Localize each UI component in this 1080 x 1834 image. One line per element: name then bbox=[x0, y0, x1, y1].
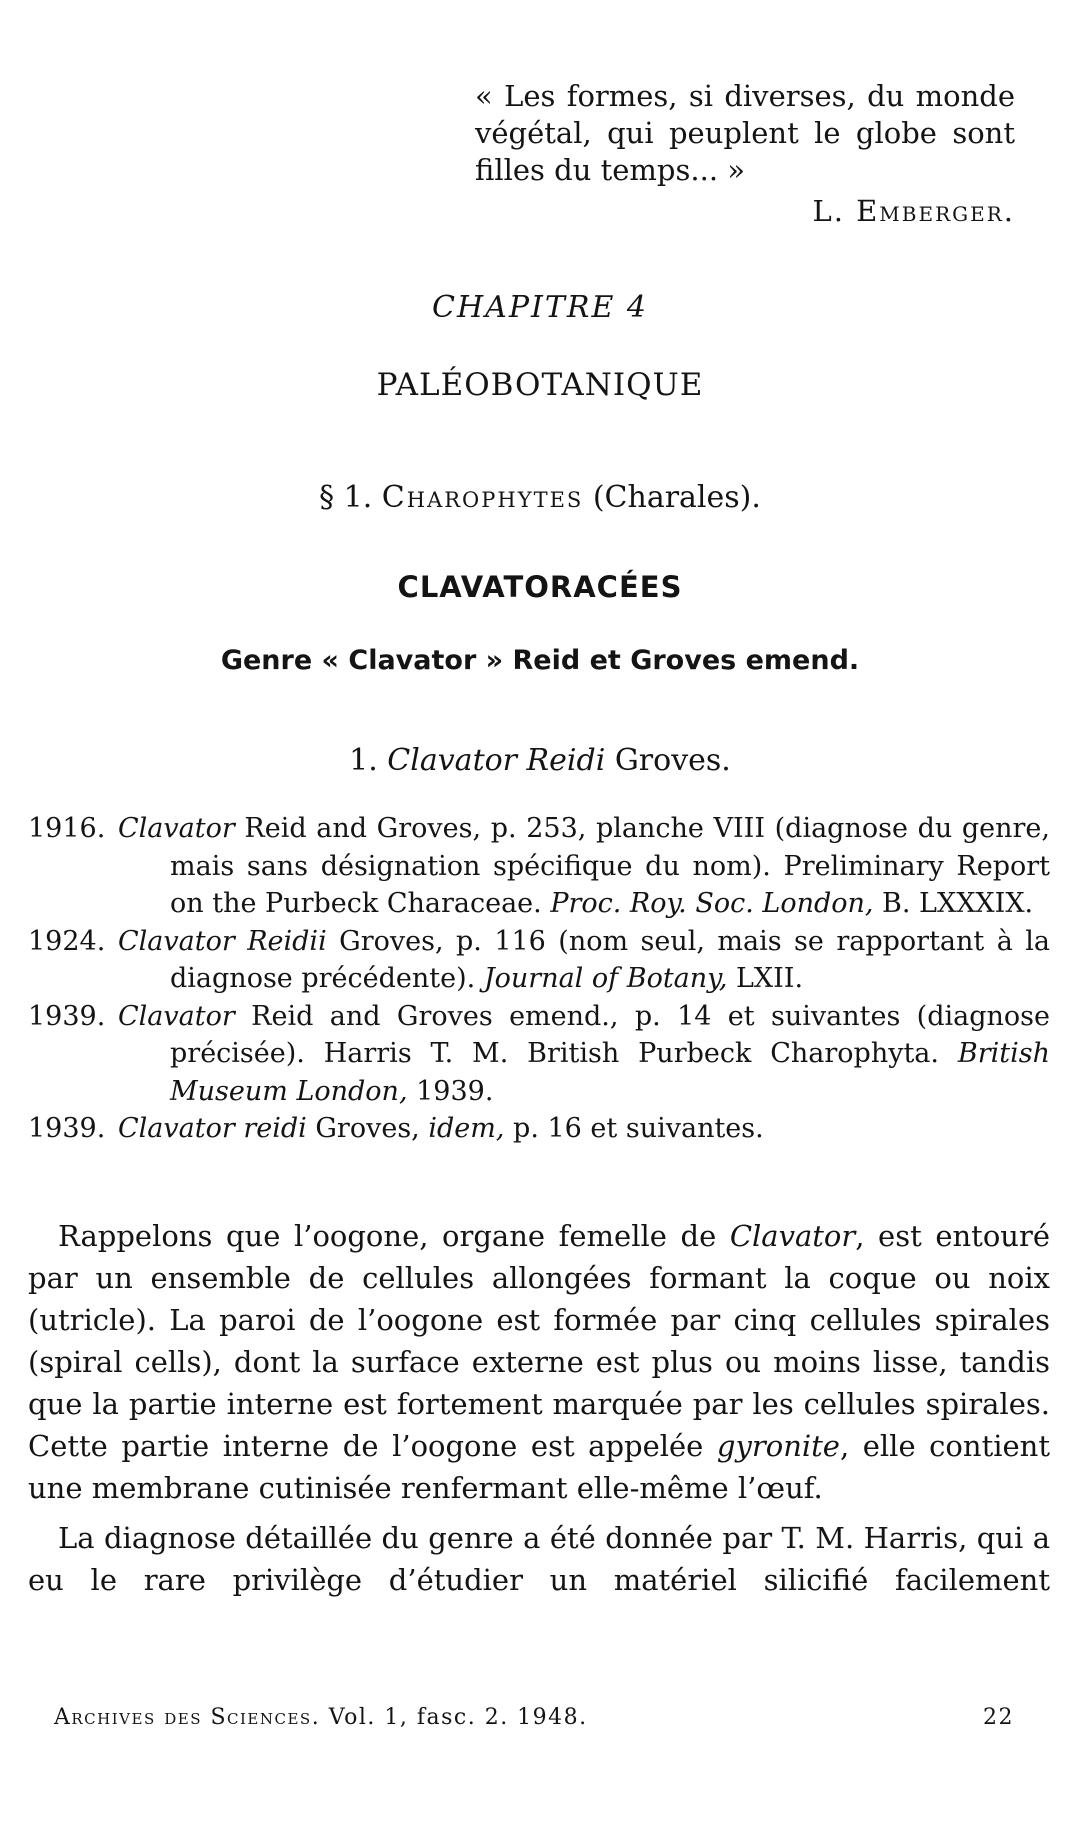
part-title: PALÉOBOTANIQUE bbox=[376, 367, 704, 403]
species-heading bbox=[0, 743, 1080, 778]
epigraph-quote: « Les formes, si diverses, du monde végétal, qui peuplent le globe sont filles du temps... » bbox=[475, 79, 1015, 187]
footer-volume: Vol. 1, fasc. 2. 1948. bbox=[328, 1705, 588, 1730]
body-text bbox=[28, 1215, 1050, 1609]
synonymy-source: British Museum London, bbox=[170, 1038, 1050, 1107]
species-name: Clavator Reidi bbox=[387, 743, 606, 778]
paragraph bbox=[28, 1215, 1050, 1509]
synonymy-year: 1939. bbox=[28, 1000, 106, 1032]
section-qualifier: (Charales). bbox=[592, 480, 761, 515]
species-author: Groves. bbox=[614, 743, 731, 778]
species-number: 1. bbox=[349, 743, 378, 778]
section-number: § 1. bbox=[319, 480, 373, 515]
paragraph-text: , est entouré par un ensemble de cellules allongées formant la coque ou noix (utricle). La paroi de l’oogone est formée par cinq cellules spirales (spiral cells), dont la surface externe est plus ou moins lisse, tandis que la partie interne est fortement marquée par les cellules spirales. Cette partie interne de l’oogone est appelée bbox=[28, 1219, 1050, 1463]
section-heading bbox=[0, 480, 1080, 515]
synonymy-source: Journal of Botany, bbox=[483, 963, 728, 994]
synonymy-entry bbox=[28, 998, 1050, 1111]
paragraph-italic: Clavator bbox=[729, 1219, 856, 1253]
synonymy-taxon: Clavator Reidii bbox=[118, 925, 327, 957]
synonymy-taxon: Clavator bbox=[118, 1000, 235, 1032]
paragraph-italic: gyronite bbox=[716, 1429, 840, 1463]
paragraph-text: Rappelons que l’oogone, organe femelle de bbox=[58, 1219, 730, 1253]
genus-heading: Genre « Clavator » Reid et Groves emend. bbox=[220, 645, 860, 676]
synonymy-year: 1939. bbox=[28, 1113, 106, 1144]
paragraph-text: , elle contient une membrane cutinisée renfermant elle-même l’œuf. bbox=[28, 1429, 1050, 1505]
chapter-heading: CHAPITRE 4 bbox=[432, 290, 648, 325]
section-name: Charophytes bbox=[381, 480, 584, 515]
synonymy-entry bbox=[28, 923, 1050, 998]
paragraph: La diagnose détaillée du genre a été donnée par T. M. Harris, qui a eu le rare privilège d’étudier un matériel silicifié facilement bbox=[28, 1521, 1050, 1597]
page-number: 22 bbox=[983, 1705, 1014, 1730]
synonymy-tail: p. 16 et suivantes. bbox=[504, 1113, 764, 1144]
synonymy-year: 1924. bbox=[28, 925, 106, 957]
synonymy-text: Groves, p. 116 (nom seul, mais se rapportant à la diagnose précédente). bbox=[170, 925, 1050, 994]
synonymy-tail: 1939. bbox=[407, 1075, 494, 1107]
page-footer bbox=[54, 1705, 1014, 1730]
epigraph bbox=[475, 78, 1015, 230]
synonymy-source: idem, bbox=[428, 1113, 505, 1144]
synonymy-taxon: Clavator reidi bbox=[118, 1113, 307, 1144]
synonymy-text: Groves, bbox=[306, 1113, 429, 1144]
epigraph-author: L. Emberger. bbox=[812, 194, 1015, 228]
synonymy-source: Proc. Roy. Soc. London, bbox=[550, 888, 874, 919]
synonymy-taxon: Clavator bbox=[118, 813, 235, 844]
footer-journal: Archives des Sciences. bbox=[54, 1705, 321, 1730]
synonymy-tail: B. LXXXIX. bbox=[873, 888, 1034, 919]
family-heading: CLAVATORACÉES bbox=[397, 570, 683, 604]
synonymy-year: 1916. bbox=[28, 813, 106, 844]
synonymy-text: Reid and Groves, p. 253, planche VIII (diagnose du genre, mais sans désignation spécifique du nom). Preliminary Report on the Purbeck Characeae. bbox=[170, 813, 1050, 919]
synonymy-list bbox=[28, 810, 1050, 1148]
synonymy-entry bbox=[28, 1110, 1050, 1148]
synonymy-entry bbox=[28, 810, 1050, 923]
synonymy-tail: LXII. bbox=[727, 963, 804, 994]
synonymy-text: Reid and Groves emend., p. 14 et suivantes (diagnose précisée). Harris T. M. British Purbeck Charophyta. bbox=[170, 1000, 1050, 1069]
